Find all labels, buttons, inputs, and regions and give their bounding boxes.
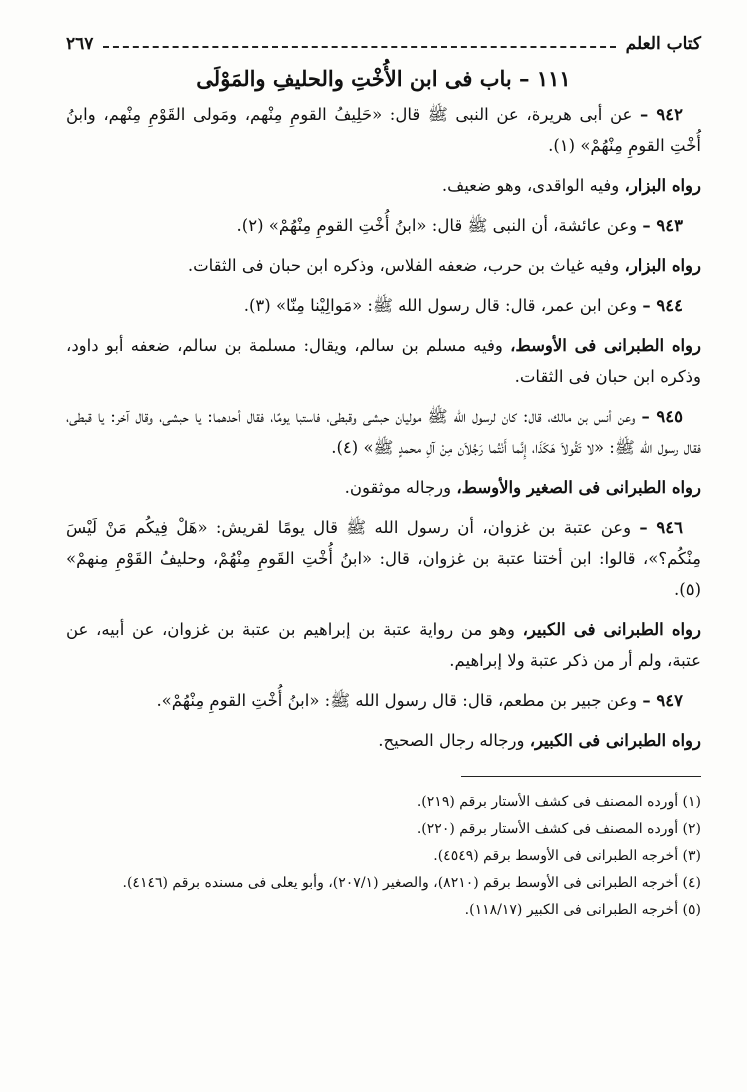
source-label: رواه البزار، xyxy=(624,176,701,195)
source-label: رواه الطبرانى فى الكبير، xyxy=(529,731,701,750)
source-label: رواه الطبرانى فى الصغير والأوسط، xyxy=(456,478,701,497)
hadith-text: وعن جبير بن مطعم، قال: قال رسول الله ﷺ: «ابنُ أُخْتِ القومِ مِنْهُمْ». xyxy=(156,691,638,710)
book-title: كتاب العلم xyxy=(625,34,701,54)
footnote: (٤) أخرجه الطبرانى فى الأوسط برقم (٨٢١٠)، والصغير (٢٠٧/١)، وأبو يعلى فى مسنده برقم (٤١٤٦). xyxy=(122,875,701,891)
source-label: رواه الطبرانى فى الأوسط، xyxy=(510,336,701,355)
source-label: رواه البزار، xyxy=(624,256,701,275)
hadith-number: ٩٤٥ – xyxy=(641,407,683,426)
takhrij-note xyxy=(66,614,701,676)
footnote: (٥) أخرجه الطبرانى فى الكبير (١١٨/١٧). xyxy=(464,902,701,918)
hadith-text: وعن عتبة بن غزوان، أن رسول الله ﷺ قال يومًا لقريش: «هَلْ فِيكُم مَنْ لَيْسَ مِنْكُم؟»، قالوا: ابن أختنا عتبة بن غزوان، قال: «ابنُ أُخْتِ القَومِ مِنْهُمْ، وحليفُ القَوْمِ مِنهمْ» (٥). xyxy=(66,518,701,599)
header-rule xyxy=(103,46,615,48)
footnote: (٣) أخرجه الطبرانى فى الأوسط برقم (٤٥٤٩). xyxy=(433,848,701,864)
note-text: وهو من رواية عتبة بن إبراهيم بن عتبة بن غزوان، عن أبيه، عن عتبة، ولم أر من ذكر عتبة ولا إبراهيم. xyxy=(66,620,701,670)
hadith-947 xyxy=(66,685,701,716)
hadith-number: ٩٤٧ – xyxy=(642,691,683,710)
hadith-944 xyxy=(66,290,701,321)
takhrij-note xyxy=(66,472,701,503)
footnote: (٢) أورده المصنف فى كشف الأستار برقم (٢٢٠). xyxy=(416,821,701,837)
hadith-number: ٩٤٤ – xyxy=(642,296,683,315)
takhrij-note xyxy=(66,330,701,392)
body-text xyxy=(66,99,701,756)
hadith-943 xyxy=(66,210,701,241)
note-text: وفيه الواقدى، وهو ضعيف. xyxy=(441,176,625,195)
page-number: ٢٦٧ xyxy=(66,34,94,54)
hadith-number: ٩٤٢ – xyxy=(640,105,683,124)
note-text: ورجاله موثقون. xyxy=(344,478,457,497)
hadith-945 xyxy=(66,401,701,463)
note-text: ورجاله رجال الصحيح. xyxy=(378,731,530,750)
takhrij-note xyxy=(66,250,701,281)
hadith-946 xyxy=(66,512,701,605)
note-text: وفيه مسلم بن سالم، ويقال: مسلمة بن سالم، ضعفه أبو داود، وذكره ابن حبان فى الثقات. xyxy=(66,336,701,386)
hadith-number: ٩٤٣ – xyxy=(642,216,683,235)
hadith-text: وعن ابن عمر، قال: قال رسول الله ﷺ: «مَوالِيْنا مِنّا» (٣). xyxy=(243,296,638,315)
source-label: رواه الطبرانى فى الكبير، xyxy=(522,620,701,639)
hadith-text: وعن عائشة، أن النبى ﷺ قال: «ابنُ أُخْتِ القومِ مِنْهُمْ» (٢). xyxy=(236,216,638,235)
takhrij-note xyxy=(66,170,701,201)
footnote: (١) أورده المصنف فى كشف الأستار برقم (٢١٩). xyxy=(416,794,701,810)
note-text: وفيه غياث بن حرب، ضعفه الفلاس، وذكره ابن حبان فى الثقات. xyxy=(187,256,625,275)
takhrij-note xyxy=(66,725,701,756)
hadith-942 xyxy=(66,99,701,161)
chapter-title: ١١١ – باب فى ابن الأُخْتِ والحليفِ والمَوْلَى xyxy=(196,66,571,91)
hadith-text: عن أبى هريرة، عن النبى ﷺ قال: «حَلِيفُ القومِ مِنْهم، ومَولى القَوْمِ مِنْهم، وابنُ أُخْتِ القومِ مِنْهُمْ» (١). xyxy=(66,105,701,155)
hadith-number: ٩٤٦ – xyxy=(639,518,683,537)
running-header xyxy=(66,30,701,58)
footnote-separator xyxy=(461,776,701,777)
hadith-text: وعن أنس بن مالك، قال: كان لرسول الله ﷺ موليان حبشى وقبطى، فاستبا يومًا، فقال أحدهما: يا حبشى، وقال آخر: يا قبطى، فقال رسول الله ﷺ: «لا تَقُولاَ هَكَذَا، إِنَّما أَنْتُما رَجُلاَن مِنْ آلِ محمدٍ ﷺ» (٤). xyxy=(66,407,701,457)
footnotes xyxy=(66,789,701,924)
